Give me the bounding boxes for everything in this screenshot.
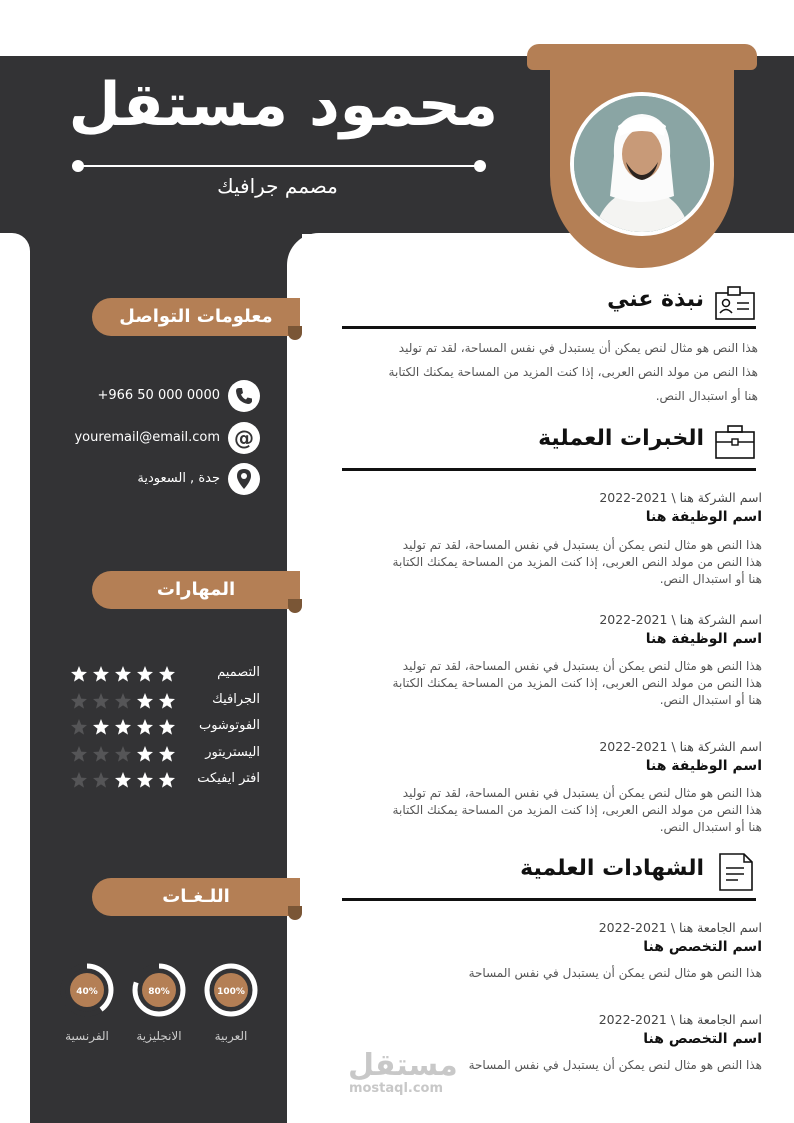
star-filled-icon [114, 771, 132, 789]
description-line: هذا النص هو مثال لنص يمكن أن يستبدل في نفس المساحة، لقد تم توليد [402, 538, 762, 552]
language-percent: 80% [148, 987, 170, 997]
star-empty-icon [70, 718, 88, 736]
experience-description [342, 537, 762, 588]
star-filled-icon [158, 771, 176, 789]
experience-meta: اسم الشركة هنا \ 2021-2022 [599, 612, 762, 627]
skill-rating [70, 770, 180, 790]
about-section-header [456, 283, 756, 327]
tab-fold [288, 326, 302, 340]
skill-row [70, 717, 260, 737]
about-line: هذا النص من مولد النص العربى، إذا كنت المزيد من المساحة يمكنك الكتابة [388, 365, 758, 379]
tab-fold [288, 599, 302, 613]
star-filled-icon [136, 692, 154, 710]
phone-icon [228, 380, 260, 412]
language-percent: 40% [76, 987, 98, 997]
description-line: هذا النص هو مثال لنص يمكن أن يستبدل في نفس المساحة، لقد تم توليد [402, 659, 762, 673]
star-empty-icon [114, 692, 132, 710]
star-filled-icon [158, 745, 176, 763]
language-progress-ring [204, 963, 258, 1017]
divider-dot-left [72, 160, 84, 172]
briefcase-icon [714, 422, 756, 462]
language-name: العربية [214, 1029, 248, 1043]
language-progress-ring [60, 963, 114, 1017]
star-filled-icon [136, 718, 154, 736]
description-line: هذا النص من مولد النص العربى، إذا كنت المزيد من المساحة يمكنك الكتابة [392, 555, 762, 569]
language-item [132, 963, 186, 1043]
education-title: اسم التخصص هنا [643, 1031, 762, 1047]
skill-rating [70, 744, 180, 764]
job-title: مصمم جرافيك [217, 174, 338, 198]
star-filled-icon [158, 692, 176, 710]
experience-title: اسم الوظيفة هنا [645, 631, 762, 647]
skill-row [70, 744, 260, 764]
description-line: هنا أو استبدال النص. [659, 693, 762, 707]
education-description: هذا النص هو مثال لنص يمكن أن يستبدل في نفس المساحة [468, 966, 762, 980]
about-text [338, 336, 758, 408]
experience-section-header [456, 422, 756, 466]
section-rule [342, 898, 756, 901]
education-section-header [456, 852, 756, 896]
star-filled-icon [114, 665, 132, 683]
skill-label: التصميم [217, 665, 260, 680]
skill-row [70, 664, 260, 684]
star-filled-icon [136, 771, 154, 789]
id-card-icon [714, 283, 756, 323]
skill-row [70, 770, 260, 790]
description-line: هذا النص هو مثال لنص يمكن أن يستبدل في نفس المساحة، لقد تم توليد [402, 786, 762, 800]
experience-description [342, 785, 762, 836]
location-pin-icon [228, 463, 260, 495]
skill-label: الفوتوشوب [198, 718, 260, 733]
email-text: youremail@email.com [74, 430, 220, 445]
certificate-icon [714, 852, 756, 892]
tab-fold [288, 906, 302, 920]
skill-rating [70, 691, 180, 711]
contact-location [60, 463, 260, 497]
education-meta: اسم الجامعة هنا \ 2021-2022 [598, 1012, 762, 1027]
description-line: هنا أو استبدال النص. [659, 572, 762, 586]
language-name: الفرنسية [65, 1029, 109, 1043]
watermark-domain: mostaql.com [348, 1081, 444, 1096]
star-empty-icon [70, 771, 88, 789]
experience-meta: اسم الشركة هنا \ 2021-2022 [599, 739, 762, 754]
watermark-logo [348, 1048, 458, 1096]
language-item [60, 963, 114, 1043]
education-title: اسم التخصص هنا [643, 939, 762, 955]
star-empty-icon [114, 745, 132, 763]
star-filled-icon [136, 745, 154, 763]
person-name: محمود مستقل [68, 70, 498, 140]
education-meta: اسم الجامعة هنا \ 2021-2022 [598, 920, 762, 935]
skill-label: اليستريتور [205, 744, 260, 760]
star-empty-icon [70, 745, 88, 763]
left-margin [0, 233, 30, 1123]
contact-heading: معلومات التواصل [92, 298, 300, 336]
description-line: هذا النص من مولد النص العربى، إذا كنت المزيد من المساحة يمكنك الكتابة [392, 803, 762, 817]
skill-row [70, 691, 260, 711]
at-icon [228, 422, 260, 454]
profile-photo [570, 92, 714, 236]
divider-dot-right [474, 160, 486, 172]
star-filled-icon [70, 665, 88, 683]
languages-heading: اللـغـات [92, 878, 300, 916]
skill-label: الجرافيك [212, 691, 260, 707]
star-filled-icon [92, 665, 110, 683]
about-line: هذا النص هو مثال لنص يمكن أن يستبدل في نفس المساحة، لقد تم توليد [398, 341, 758, 355]
language-item [204, 963, 258, 1043]
description-line: هنا أو استبدال النص. [659, 820, 762, 834]
contact-email[interactable] [60, 422, 260, 456]
watermark-brand: مستقل [348, 1048, 458, 1083]
experience-meta: اسم الشركة هنا \ 2021-2022 [599, 490, 762, 505]
location-text: جدة , السعودية [137, 471, 220, 486]
phone-text: +966 50 000 0000 [97, 388, 220, 403]
skill-rating [70, 664, 180, 684]
star-filled-icon [158, 718, 176, 736]
language-name: الانجليزية [136, 1029, 182, 1043]
section-rule [342, 468, 756, 471]
star-empty-icon [92, 745, 110, 763]
experience-description [342, 658, 762, 709]
experience-heading: الخبرات العملية [538, 426, 704, 451]
star-empty-icon [92, 692, 110, 710]
star-filled-icon [92, 718, 110, 736]
skills-heading: المهارات [92, 571, 300, 609]
section-rule [342, 326, 756, 329]
about-heading: نبذة عني [607, 287, 704, 312]
skill-rating [70, 717, 180, 737]
about-line: هنا أو استبدال النص. [655, 389, 758, 403]
education-description: هذا النص هو مثال لنص يمكن أن يستبدل في نفس المساحة [468, 1058, 762, 1072]
description-line: هذا النص من مولد النص العربى، إذا كنت المزيد من المساحة يمكنك الكتابة [392, 676, 762, 690]
experience-title: اسم الوظيفة هنا [645, 758, 762, 774]
svg-text:@: @ [234, 426, 254, 450]
star-filled-icon [158, 665, 176, 683]
star-filled-icon [136, 665, 154, 683]
education-heading: الشهادات العلمية [520, 856, 704, 881]
language-progress-ring [132, 963, 186, 1017]
language-percent: 100% [217, 987, 245, 997]
star-empty-icon [70, 692, 88, 710]
skill-label: افتر ايفيكت [197, 771, 260, 786]
name-divider [78, 165, 480, 167]
star-empty-icon [92, 771, 110, 789]
contact-phone[interactable] [60, 380, 260, 414]
star-filled-icon [114, 718, 132, 736]
experience-title: اسم الوظيفة هنا [645, 509, 762, 525]
